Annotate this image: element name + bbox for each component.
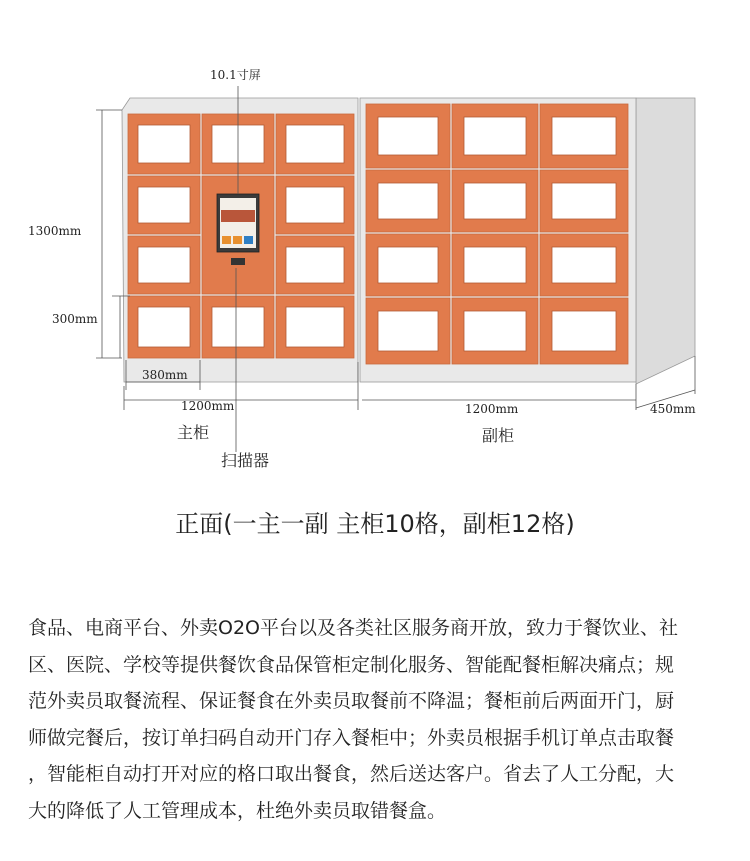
door-window <box>286 125 344 163</box>
description-line: 区、医院、学校等提供餐饮食品保管柜定制化服务、智能配餐柜解决痛点；规 <box>28 653 675 676</box>
door-window <box>464 311 526 351</box>
door-width-label: 380mm <box>142 368 188 382</box>
sub-cabinet-label: 副柜 <box>482 426 515 445</box>
door-window <box>138 307 190 347</box>
screen-banner <box>221 210 255 222</box>
door-window <box>138 187 190 223</box>
door-window <box>552 183 616 219</box>
screen-label: 10.1寸屏 <box>210 68 261 82</box>
door-window <box>378 183 438 219</box>
description <box>28 610 728 829</box>
description-line: 范外卖员取餐流程、保证餐食在外卖员取餐前不降温；餐柜前后两面开门，厨 <box>28 690 675 712</box>
cabinet-body <box>122 98 695 384</box>
door-window <box>286 187 344 223</box>
door-window <box>138 125 190 163</box>
door-window <box>212 307 264 347</box>
screen-tile <box>222 236 231 244</box>
screen-tile <box>244 236 253 244</box>
description-line: 师做完餐后，按订单扫码自动开门存入餐柜中；外卖员根据手机订单点击取餐 <box>28 726 675 749</box>
door-window <box>552 247 616 283</box>
door-window <box>286 247 344 283</box>
door-window <box>464 247 526 283</box>
door-window <box>378 311 438 351</box>
description-line: 大的降低了人工管理成本，杜绝外卖员取错餐盒。 <box>28 799 447 822</box>
scanner-label: 扫描器 <box>221 451 270 470</box>
depth-label: 450mm <box>650 402 696 416</box>
door-window <box>464 183 526 219</box>
door-window <box>464 117 526 155</box>
screen-tile <box>233 236 242 244</box>
door-window <box>286 307 344 347</box>
door-window <box>552 311 616 351</box>
main-cabinet-label: 主柜 <box>177 423 210 442</box>
description-line: 食品、电商平台、外卖O2O平台以及各类社区服务商开放，致力于餐饮业、社 <box>28 617 679 639</box>
description-line: ，智能柜自动打开对应的格口取出餐食，然后送达客户。省去了人工分配，大 <box>28 763 675 785</box>
row-height-label: 300mm <box>52 312 98 326</box>
height-label: 1300mm <box>28 224 82 238</box>
sub-width-label: 1200mm <box>465 402 519 416</box>
side-panel <box>636 98 695 384</box>
door-window <box>138 247 190 283</box>
door-window <box>378 117 438 155</box>
main-width-label: 1200mm <box>181 399 235 413</box>
scanner <box>231 258 245 265</box>
door-window <box>552 117 616 155</box>
caption: 正面(一主一副 主柜10格，副柜12格) <box>175 510 575 538</box>
door-window <box>378 247 438 283</box>
